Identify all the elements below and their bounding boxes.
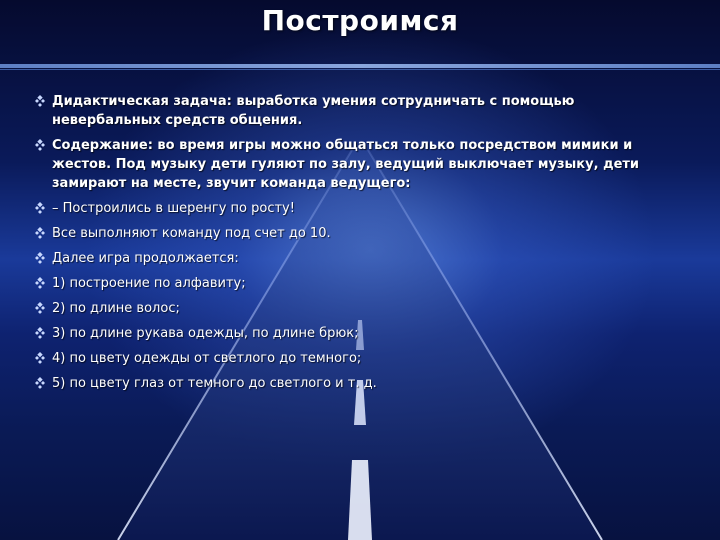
- list-item: [34, 136, 684, 193]
- list-item: [34, 349, 684, 368]
- diamond-bullet-icon: [34, 251, 46, 265]
- list-item-text: – Построились в шеренгу по росту!: [52, 201, 295, 216]
- list-item-text: 4) по цвету одежды от светлого до темного;: [52, 351, 362, 366]
- diamond-bullet-icon: [34, 226, 46, 240]
- diamond-bullet-icon: [34, 94, 46, 108]
- list-item-text: 3) по длине рукава одежды, по длине брюк;: [52, 326, 359, 341]
- diamond-bullet-icon: [34, 376, 46, 390]
- list-item-text: 2) по длине волос;: [52, 301, 180, 316]
- list-item-text: 1) построение по алфавиту;: [52, 276, 246, 291]
- diamond-bullet-icon: [34, 301, 46, 315]
- list-item: [34, 224, 684, 243]
- title-divider-thin: [0, 69, 720, 70]
- list-item-text: Все выполняют команду под счет до 10.: [52, 226, 331, 241]
- title-divider: [0, 64, 720, 68]
- content-list: [34, 92, 684, 399]
- list-item-text: 5) по цвету глаз от темного до светлого и т. д.: [52, 376, 377, 391]
- list-item: [34, 92, 684, 130]
- list-item: [34, 374, 684, 393]
- diamond-bullet-icon: [34, 201, 46, 215]
- diamond-bullet-icon: [34, 138, 46, 152]
- diamond-bullet-icon: [34, 326, 46, 340]
- list-item-text: Далее игра продолжается:: [52, 251, 239, 266]
- list-item: [34, 199, 684, 218]
- list-item: [34, 249, 684, 268]
- diamond-bullet-icon: [34, 351, 46, 365]
- list-item: [34, 324, 684, 343]
- diamond-bullet-icon: [34, 276, 46, 290]
- list-item: [34, 274, 684, 293]
- list-item: [34, 299, 684, 318]
- slide-title: Построимся: [261, 4, 459, 37]
- list-item-text: Дидактическая задача: выработка умения сотрудничать с помощью невербальных средств общения.: [52, 94, 575, 128]
- list-item-text: Содержание: во время игры можно общаться только посредством мимики и жестов. Под музыку дети гуляют по залу, ведущий выключает музыку, дети замирают на месте, звучит команда ведущего:: [52, 138, 640, 191]
